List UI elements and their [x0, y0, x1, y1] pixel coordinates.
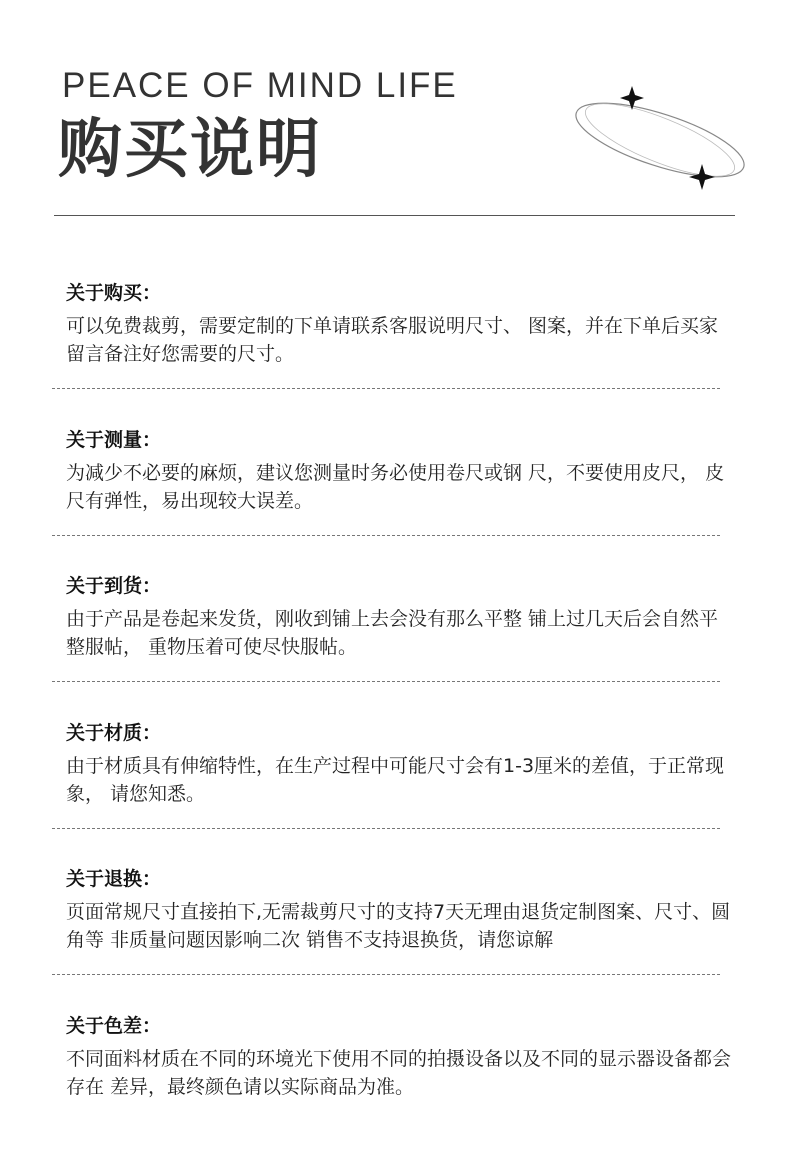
dashed-divider — [52, 828, 720, 829]
section-title: 关于色差： — [66, 1014, 162, 1037]
section-delivery — [0, 563, 790, 710]
orbit-sparkle-icon — [560, 78, 760, 198]
dashed-divider — [52, 974, 720, 975]
info-sections — [0, 270, 790, 1149]
section-title: 关于到货： — [66, 575, 162, 597]
section-purchase — [0, 270, 790, 417]
section-measurement — [0, 417, 790, 564]
section-body: 页面常规尺寸直接拍下,无需裁剪尺寸的支持7天无理由退货定制图案、尺寸、圆角等 非质量问题因影响二次 销售不支持退换货，请您谅解 — [66, 901, 731, 951]
dashed-divider — [52, 535, 720, 536]
page-subtitle: PEACE OF MIND LIFE — [62, 66, 458, 105]
section-title: 关于材质： — [66, 721, 162, 744]
section-color-difference — [0, 1003, 790, 1150]
header-divider — [54, 215, 735, 216]
section-body: 由于材质具有伸缩特性，在生产过程中可能尺寸会有1-3厘米的差值，于正常现象， 请您知悉。 — [66, 754, 725, 805]
section-returns — [0, 856, 790, 1003]
section-body: 由于产品是卷起来发货，刚收到铺上去会没有那么平整 铺上过几天后会自然平整服帖， 重物压着可使尽快服帖。 — [66, 608, 719, 658]
section-title: 关于测量： — [66, 428, 162, 451]
section-body: 可以免费裁剪，需要定制的下单请联系客服说明尺寸、 图案，并在下单后买家 留言备注好您需要的尺寸。 — [66, 315, 719, 365]
section-body: 不同面料材质在不同的环境光下使用不同的拍摄设备以及不同的显示器设备都会存在 差异，最终颜色请以实际商品为准。 — [66, 1047, 732, 1098]
section-material — [0, 710, 790, 857]
section-title: 关于退换： — [66, 868, 162, 890]
page-title: 购买说明 — [58, 113, 322, 187]
section-title: 关于购买： — [66, 282, 162, 304]
dashed-divider — [52, 681, 720, 682]
section-body: 为减少不必要的麻烦，建议您测量时务必使用卷尺或钢 尺，不要使用皮尺， 皮尺有弹性，易出现较大误差。 — [66, 461, 725, 512]
dashed-divider — [52, 388, 720, 389]
